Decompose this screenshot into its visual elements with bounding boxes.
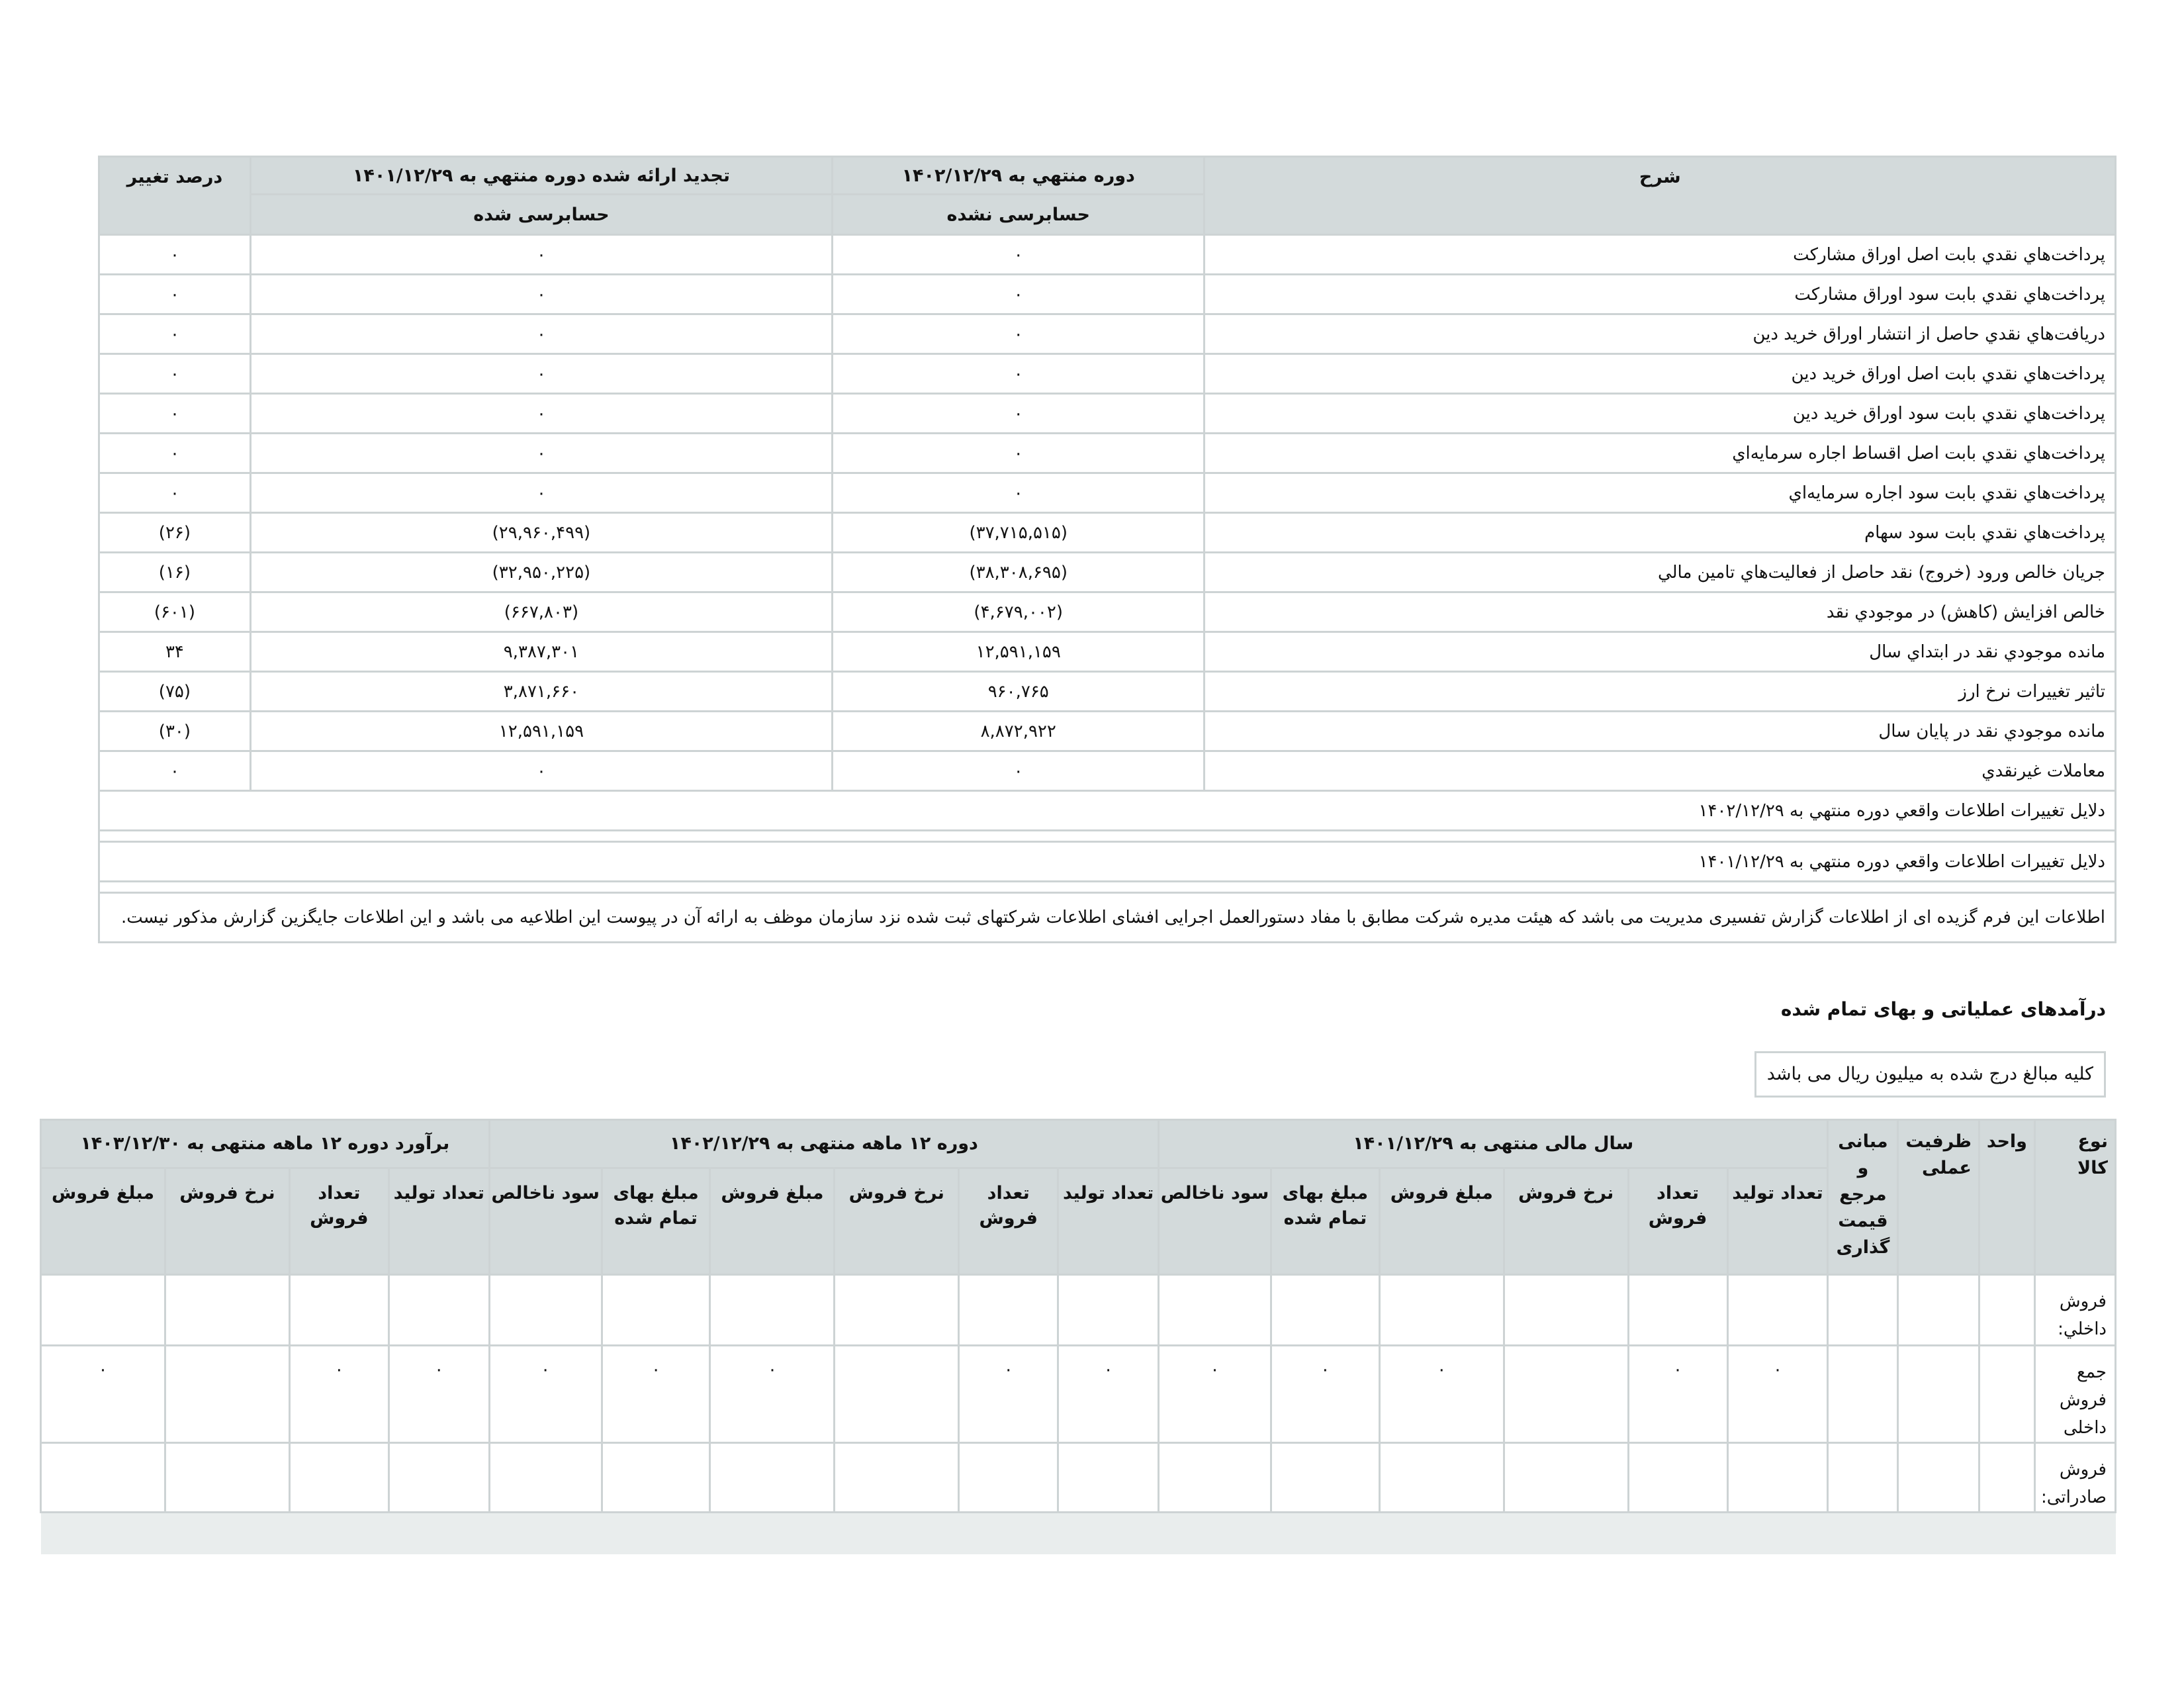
header-group-1401: سال مالی منتهی به ۱۴۰۱/۱۲/۲۹ (1159, 1120, 1828, 1168)
row-value-prev: ۳,۸۷۱,۶۶۰ (250, 672, 832, 712)
row-value-prev: ۹,۳۸۷,۳۰۱ (250, 632, 832, 672)
cell-g1-0: ۰ (1727, 1346, 1828, 1443)
row-value-prev: ۰ (250, 275, 832, 314)
cell-g1-2 (1504, 1346, 1628, 1443)
header-product-type: نوع کالا (2034, 1120, 2115, 1275)
row-description: خالص افزايش (کاهش) در موجودي نقد (1205, 592, 2116, 632)
row-value-prev: ۰ (250, 354, 832, 394)
empty-cell (1979, 1275, 2034, 1346)
spacer-row (99, 882, 2116, 893)
cell-g1-5 (1159, 1275, 1271, 1346)
row-change-pct: (۲۶) (99, 513, 251, 553)
row-change-pct: ۰ (99, 314, 251, 354)
cell-g3-2 (165, 1346, 290, 1443)
cell-g1-4: ۰ (1271, 1346, 1379, 1443)
table-row (99, 513, 2116, 553)
row-description: پرداخت‌هاي نقدي بابت سود اوراق خريد دين (1205, 394, 2116, 434)
subheader-sales-amount: مبلغ فروش (1379, 1168, 1504, 1275)
row-change-pct: ۳۴ (99, 632, 251, 672)
cell-g3-1 (289, 1275, 388, 1346)
header-unit: واحد (1979, 1120, 2034, 1275)
cell-g3-3 (41, 1275, 165, 1346)
row-label: فروش داخلي: (2034, 1275, 2115, 1346)
cell-g2-1 (959, 1443, 1058, 1513)
row-change-pct: ۰ (99, 434, 251, 473)
cell-g2-2 (835, 1443, 959, 1513)
table-row (99, 712, 2116, 751)
cell-g1-5: ۰ (1159, 1346, 1271, 1443)
row-change-pct: ۰ (99, 751, 251, 791)
table-row (99, 751, 2116, 791)
subheader-sales-rate: نرخ فروش (835, 1168, 959, 1275)
empty-cell (1979, 1346, 2034, 1443)
subheader-sales-amount: مبلغ فروش (41, 1168, 165, 1275)
row-value-current: (۴,۶۷۹,۰۰۲) (832, 592, 1205, 632)
row-change-pct: ۰ (99, 473, 251, 513)
header-period-prev: تجدید ارائه شده دوره منتهي به ۱۴۰۱/۱۲/۲۹ (250, 157, 832, 195)
table-row (99, 275, 2116, 314)
cell-g2-0: ۰ (1058, 1346, 1159, 1443)
table-row (41, 1275, 2116, 1346)
row-change-pct: ۰ (99, 235, 251, 275)
row-description: مانده موجودي نقد در ابتداي سال (1205, 632, 2116, 672)
table-row (99, 354, 2116, 394)
row-change-pct: ۰ (99, 394, 251, 434)
cell-g2-4 (602, 1443, 710, 1513)
cell-g2-2 (835, 1275, 959, 1346)
header-group-1403: برآورد دوره ۱۲ ماهه منتهی به ۱۴۰۳/۱۲/۳۰ (41, 1120, 490, 1168)
empty-cell (1898, 1443, 1979, 1513)
cell-g3-2 (165, 1275, 290, 1346)
empty-cell (1828, 1443, 1898, 1513)
cell-g2-3 (710, 1275, 835, 1346)
header-capacity: ظرفیت عملی (1898, 1120, 1979, 1275)
row-description: پرداخت‌هاي نقدي بابت اصل اوراق مشارکت (1205, 235, 2116, 275)
subheader-qty-sales: تعداد فروش (959, 1168, 1058, 1275)
cell-g1-5 (1159, 1443, 1271, 1513)
subheader-qty-production: تعداد تولید (1058, 1168, 1159, 1275)
cell-g3-0 (388, 1443, 489, 1513)
row-value-prev: ۰ (250, 314, 832, 354)
subheader-qty-production: تعداد تولید (388, 1168, 489, 1275)
cell-g1-0 (1727, 1275, 1828, 1346)
header-pricing-basis: مبانی و مرجع قیمت گذاری (1828, 1120, 1898, 1275)
row-description: جريان خالص ورود (خروج) نقد حاصل از فعاليت‌هاي تامين مالي (1205, 553, 2116, 592)
row-change-pct: (۳۰) (99, 712, 251, 751)
empty-cell (1898, 1275, 1979, 1346)
cell-g2-0 (1058, 1275, 1159, 1346)
cell-g3-0: ۰ (388, 1346, 489, 1443)
subheader-sales-rate: نرخ فروش (165, 1168, 290, 1275)
row-value-prev: (۲۹,۹۶۰,۴۹۹) (250, 513, 832, 553)
header-period-current: دوره منتهي به ۱۴۰۲/۱۲/۲۹ (832, 157, 1205, 195)
revenue-table (40, 1119, 2116, 1554)
subheader-qty-sales: تعداد فروش (289, 1168, 388, 1275)
cell-g2-1: ۰ (959, 1346, 1058, 1443)
row-description: معاملات غيرنقدي (1205, 751, 2116, 791)
table-row (99, 592, 2116, 632)
cell-g1-2 (1504, 1275, 1628, 1346)
cell-g3-3 (41, 1443, 165, 1513)
reason-prev: دلايل تغييرات اطلاعات واقعي دوره منتهي به ۱۴۰۱/۱۲/۲۹ (99, 842, 2116, 882)
row-change-pct: ۰ (99, 275, 251, 314)
row-description: مانده موجودي نقد در پايان سال (1205, 712, 2116, 751)
row-value-current: ۰ (832, 354, 1205, 394)
unit-note: کلیه مبالغ درج شده به میلیون ریال می باشد (1754, 1051, 2106, 1098)
header-change-pct: درصد تغییر (99, 157, 251, 235)
cell-g1-4 (1271, 1443, 1379, 1513)
row-value-current: (۳۷,۷۱۵,۵۱۵) (832, 513, 1205, 553)
row-value-prev: ۰ (250, 434, 832, 473)
cell-g3-0 (388, 1275, 489, 1346)
table-row (41, 1346, 2116, 1443)
row-value-current: ۰ (832, 434, 1205, 473)
cell-g2-4: ۰ (602, 1346, 710, 1443)
row-description: پرداخت‌هاي نقدي بابت اصل اقساط اجاره سرمايه‌اي (1205, 434, 2116, 473)
header-sharh: شرح (1205, 157, 2116, 235)
row-value-current: ۰ (832, 394, 1205, 434)
cell-g1-3: ۰ (1379, 1346, 1504, 1443)
cell-g2-4 (602, 1275, 710, 1346)
cell-g2-0 (1058, 1443, 1159, 1513)
subheader-gross-profit: سود ناخالص (489, 1168, 602, 1275)
cell-g3-1: ۰ (289, 1346, 388, 1443)
cell-g1-2 (1504, 1443, 1628, 1513)
row-label: جمع فروش داخلی (2034, 1346, 2115, 1443)
subheader-qty-sales: تعداد فروش (1628, 1168, 1727, 1275)
subheader-qty-production: تعداد تولید (1727, 1168, 1828, 1275)
cell-g1-0 (1727, 1443, 1828, 1513)
row-value-current: ۰ (832, 751, 1205, 791)
row-change-pct: ۰ (99, 354, 251, 394)
cell-g2-5: ۰ (489, 1346, 602, 1443)
cell-g1-1: ۰ (1628, 1346, 1727, 1443)
row-value-current: ۰ (832, 235, 1205, 275)
row-description: پرداخت‌هاي نقدي بابت اصل اوراق خريد دين (1205, 354, 2116, 394)
row-value-current: ۰ (832, 275, 1205, 314)
row-change-pct: (۱۶) (99, 553, 251, 592)
row-description: پرداخت‌هاي نقدي بابت سود اوراق مشارکت (1205, 275, 2116, 314)
table-row (99, 632, 2116, 672)
table-row (99, 235, 2116, 275)
table-row (41, 1443, 2116, 1513)
cell-g1-3 (1379, 1443, 1504, 1513)
header-current-status: حسابرسی نشده (832, 195, 1205, 235)
row-value-current: (۳۸,۳۰۸,۶۹۵) (832, 553, 1205, 592)
header-group-1402: دوره ۱۲ ماهه منتهی به ۱۴۰۲/۱۲/۲۹ (489, 1120, 1158, 1168)
row-description: پرداخت‌هاي نقدي بابت سود اجاره سرمايه‌اي (1205, 473, 2116, 513)
subheader-gross-profit: سود ناخالص (1159, 1168, 1271, 1275)
row-value-current: ۰ (832, 314, 1205, 354)
empty-cell (1979, 1443, 2034, 1513)
row-value-prev: ۰ (250, 751, 832, 791)
cell-g3-2 (165, 1443, 290, 1513)
subheader-cost-amount: مبلغ بهای تمام شده (602, 1168, 710, 1275)
table-row (99, 394, 2116, 434)
table-row (99, 473, 2116, 513)
row-value-prev: ۱۲,۵۹۱,۱۵۹ (250, 712, 832, 751)
cell-g2-5 (489, 1275, 602, 1346)
cell-g1-3 (1379, 1275, 1504, 1346)
table-row (99, 553, 2116, 592)
row-value-current: ۰ (832, 473, 1205, 513)
row-value-prev: (۳۲,۹۵۰,۲۲۵) (250, 553, 832, 592)
row-description: پرداخت‌هاي نقدي بابت سود سهام (1205, 513, 2116, 553)
row-description: تاثير تغييرات نرخ ارز (1205, 672, 2116, 712)
row-label: فروش صادراتی: (2034, 1443, 2115, 1513)
empty-cell (1828, 1275, 1898, 1346)
table-row (99, 314, 2116, 354)
table-row (99, 434, 2116, 473)
row-value-current: ۸,۸۷۲,۹۲۲ (832, 712, 1205, 751)
subheader-sales-amount: مبلغ فروش (710, 1168, 835, 1275)
row-value-prev: (۶۶۷,۸۰۳) (250, 592, 832, 632)
cell-g2-3: ۰ (710, 1346, 835, 1443)
table-footer-band (41, 1513, 2116, 1555)
row-value-prev: ۰ (250, 235, 832, 275)
section-title: درآمدهای عملیاتی و بهای تمام شده (1780, 998, 2106, 1020)
row-change-pct: (۷۵) (99, 672, 251, 712)
row-value-prev: ۰ (250, 394, 832, 434)
reason-current: دلايل تغييرات اطلاعات واقعي دوره منتهي به ۱۴۰۲/۱۲/۲۹ (99, 791, 2116, 831)
cell-g1-4 (1271, 1275, 1379, 1346)
subheader-sales-rate: نرخ فروش (1504, 1168, 1628, 1275)
cell-g1-1 (1628, 1275, 1727, 1346)
empty-cell (1828, 1346, 1898, 1443)
cell-g2-3 (710, 1443, 835, 1513)
row-value-prev: ۰ (250, 473, 832, 513)
row-change-pct: (۶۰۱) (99, 592, 251, 632)
header-prev-status: حسابرسی شده (250, 195, 832, 235)
cell-g2-2 (835, 1346, 959, 1443)
cell-g1-1 (1628, 1443, 1727, 1513)
spacer-row (99, 831, 2116, 842)
cashflow-table (98, 156, 2116, 943)
cell-g3-3: ۰ (41, 1346, 165, 1443)
row-value-current: ۱۲,۵۹۱,۱۵۹ (832, 632, 1205, 672)
table-row (99, 672, 2116, 712)
row-description: دريافت‌هاي نقدي حاصل از انتشار اوراق خريد دين (1205, 314, 2116, 354)
row-value-current: ۹۶۰,۷۶۵ (832, 672, 1205, 712)
cell-g2-1 (959, 1275, 1058, 1346)
empty-cell (1898, 1346, 1979, 1443)
cell-g2-5 (489, 1443, 602, 1513)
subheader-cost-amount: مبلغ بهای تمام شده (1271, 1168, 1379, 1275)
disclaimer-note: اطلاعات این فرم گزیده ای از اطلاعات گزارش تفسیری مدیریت می باشد که هیئت مدیره شرکت مطابق با مفاد دستورالعمل اجرایی افشای اطلاعات شرکتهای ثبت شده نزد سازمان موظف به ارائه آن در پیوست این اطلاعیه می باشد و این اطلاعات جایگزین گزارش مذکور نیست. (99, 893, 2116, 943)
cell-g3-1 (289, 1443, 388, 1513)
